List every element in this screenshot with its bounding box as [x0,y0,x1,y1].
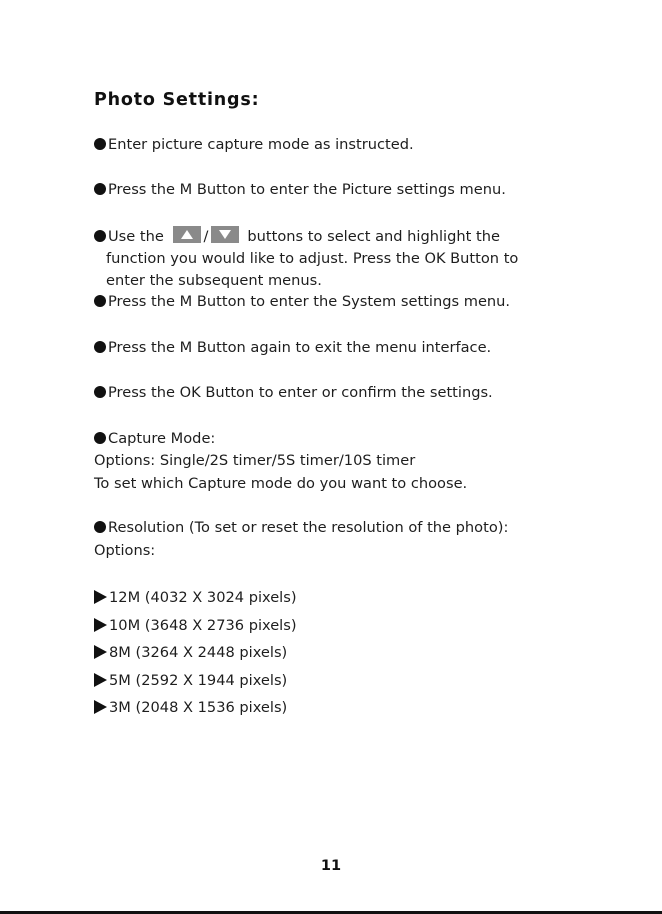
bullet-enter-capture-mode [94,135,414,155]
page-title: Photo Settings: [94,90,260,110]
bullet-dot-icon [94,341,106,353]
bullet-text: Resolution (To set or reset the resolution of the photo): [108,519,509,536]
bullet-text: Capture Mode: [108,430,216,447]
resolution-option [94,588,297,608]
up-arrow-button-icon [173,226,201,243]
bullet-use-buttons-line2: function you would like to adjust. Press the OK Button to [106,250,519,267]
bullet-use-buttons [94,226,500,247]
bullet-dot-icon [94,295,106,307]
bullet-dot-icon [94,521,106,533]
bullet-text: Press the M Button again to exit the menu interface. [108,339,492,356]
resolution-option-text: 5M (2592 X 1944 pixels) [109,672,288,689]
bullet-text: Enter picture capture mode as instructed. [108,136,414,153]
pointer-triangle-icon [94,590,107,604]
page-number: 11 [320,858,342,874]
bullet-dot-icon [94,183,106,195]
capture-mode-description: To set which Capture mode do you want to choose. [94,475,468,492]
bullet-text: Press the M Button to enter the Picture settings menu. [108,181,506,198]
bullet-dot-icon [94,432,106,444]
bullet-dot-icon [94,138,106,150]
bullet-exit-menu [94,338,491,358]
bullet-text: Use the [108,228,164,245]
resolution-option [94,698,287,718]
resolution-option-text: 12M (4032 X 3024 pixels) [109,589,297,606]
slash-separator: / [203,228,209,245]
bullet-confirm-settings [94,383,493,403]
pointer-triangle-icon [94,673,107,687]
down-arrow-button-icon [211,226,239,243]
bullet-text: Press the M Button to enter the System settings menu. [108,293,511,310]
resolution-option [94,643,287,663]
bullet-picture-settings [94,180,506,200]
bullet-dot-icon [94,230,106,242]
bullet-dot-icon [94,386,106,398]
bullet-capture-mode [94,429,215,449]
resolution-option [94,671,287,691]
bullet-resolution [94,518,508,538]
resolution-options-label: Options: [94,542,156,559]
pointer-triangle-icon [94,700,107,714]
pointer-triangle-icon [94,618,107,632]
capture-mode-options: Options: Single/2S timer/5S timer/10S timer [94,452,416,469]
bullet-text: Press the OK Button to enter or confirm the settings. [108,384,493,401]
resolution-option [94,616,297,636]
bullet-system-settings [94,292,510,312]
bullet-text: buttons to select and highlight the [247,228,500,245]
pointer-triangle-icon [94,645,107,659]
resolution-option-text: 8M (3264 X 2448 pixels) [109,644,288,661]
bullet-use-buttons-line3: enter the subsequent menus. [106,272,322,289]
resolution-option-text: 10M (3648 X 2736 pixels) [109,617,297,634]
resolution-option-text: 3M (2048 X 1536 pixels) [109,699,288,716]
